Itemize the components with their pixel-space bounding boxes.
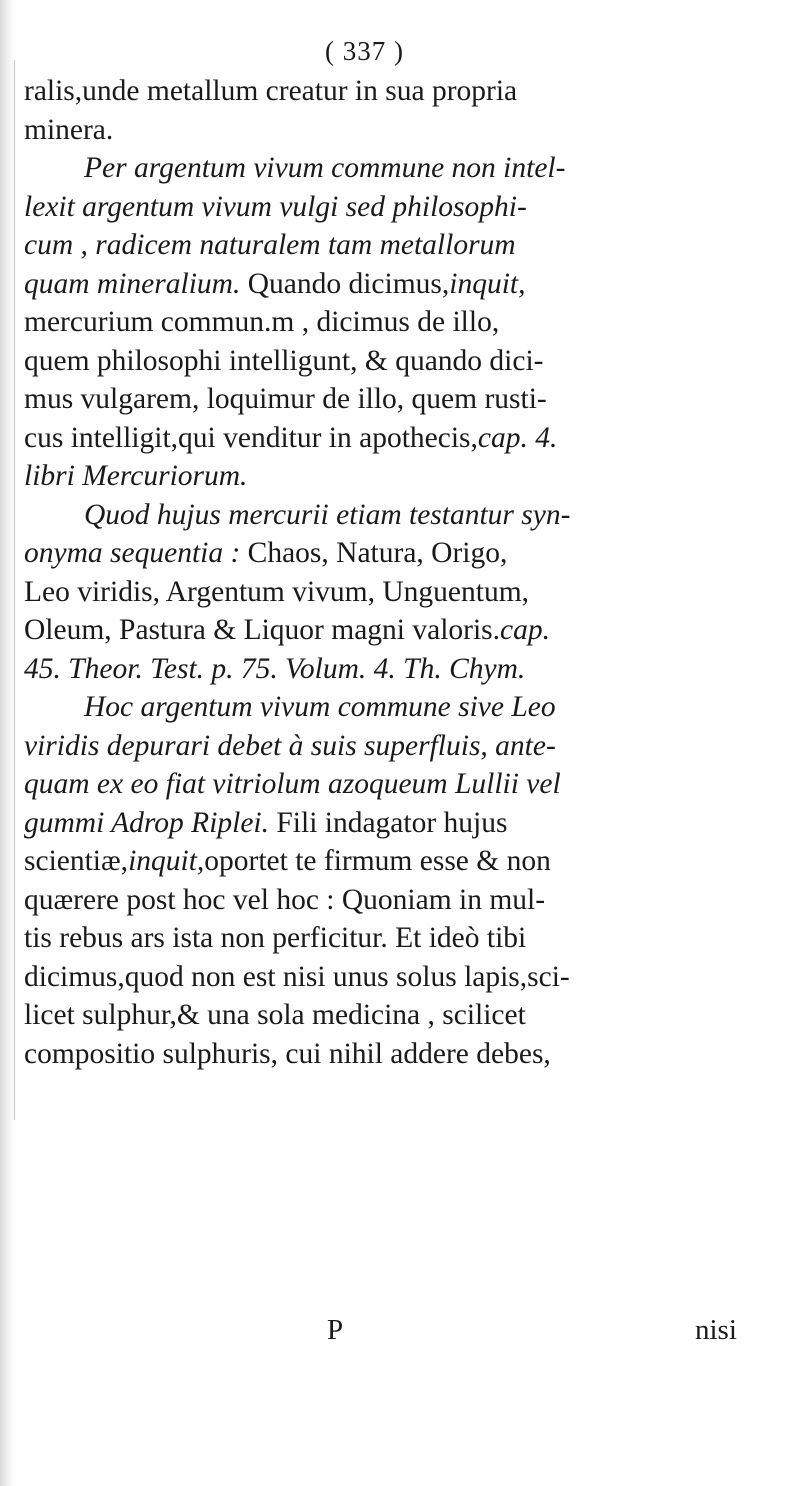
roman-text: dicimus,quod non est nisi unus solus lapis,sci- bbox=[24, 960, 570, 993]
signature-mark: P bbox=[327, 1314, 344, 1346]
text-line bbox=[24, 573, 800, 612]
text-line bbox=[24, 188, 800, 227]
text-line bbox=[24, 842, 800, 881]
italic-text: Hoc argentum vivum commune sive Leo bbox=[84, 691, 556, 723]
text-line bbox=[24, 496, 800, 535]
text-line bbox=[24, 265, 800, 304]
text-line bbox=[24, 72, 800, 111]
text-line bbox=[24, 303, 800, 342]
roman-text: oportet te firmum esse & non bbox=[204, 845, 551, 877]
italic-text: onyma sequentia : bbox=[24, 537, 241, 569]
body-text bbox=[24, 72, 800, 1073]
text-line bbox=[24, 457, 800, 496]
roman-text: quem philosophi intelligunt, & quando dici- bbox=[24, 344, 544, 377]
italic-text: cap. bbox=[500, 614, 550, 646]
roman-text: Quando dicimus, bbox=[240, 267, 450, 300]
italic-text: quam ex eo fiat vitriolum azoqueum Lullii vel bbox=[24, 768, 561, 800]
roman-text: mercurium commun.m , dicimus de illo, bbox=[24, 306, 500, 338]
text-line bbox=[24, 765, 800, 804]
roman-text: Oleum, Pastura & Liquor magni valoris. bbox=[24, 614, 501, 646]
text-line bbox=[24, 380, 800, 419]
roman-text: minera. bbox=[24, 113, 114, 146]
text-line bbox=[24, 919, 800, 958]
roman-text: compositio sulphuris, cui nihil addere debes, bbox=[24, 1037, 551, 1070]
italic-text: inquit, bbox=[449, 267, 526, 300]
italic-text: Per argentum vivum commune non intel- bbox=[84, 152, 566, 184]
italic-text: gummi Adrop Riplei. bbox=[24, 806, 270, 839]
footer-row bbox=[0, 1314, 800, 1354]
italic-text: cap. 4. bbox=[477, 421, 558, 454]
roman-text: tis rebus ars ista non perficitur. Et ideò tibi bbox=[24, 922, 527, 954]
text-line bbox=[24, 1035, 800, 1074]
text-line bbox=[24, 534, 800, 573]
gutter-rule bbox=[14, 60, 15, 1120]
text-line bbox=[24, 342, 800, 381]
text-line bbox=[24, 958, 800, 997]
italic-text: 45. Theor. Test. p. 75. Volum. 4. Th. Chym. bbox=[24, 652, 526, 685]
italic-text: cum , radicem naturalem tam metallorum bbox=[24, 229, 516, 261]
italic-text: Quod hujus mercurii etiam testantur syn- bbox=[84, 498, 571, 531]
text-line bbox=[24, 650, 800, 689]
text-line bbox=[24, 611, 800, 650]
italic-text: quam mineralium. bbox=[24, 267, 241, 300]
roman-text: quærere post hoc vel hoc : Quoniam in mul- bbox=[24, 883, 546, 916]
roman-text: ralis,unde metallum creatur in sua propria bbox=[24, 75, 518, 107]
catchword: nisi bbox=[695, 1314, 737, 1346]
italic-text: libri Mercuriorum. bbox=[24, 460, 248, 492]
italic-text: inquit, bbox=[128, 845, 205, 877]
text-line bbox=[24, 149, 800, 188]
text-line bbox=[24, 804, 800, 843]
text-line bbox=[24, 881, 800, 920]
italic-text: viridis depurari debet à suis superfluis, ante- bbox=[24, 729, 556, 762]
text-line bbox=[24, 688, 800, 727]
roman-text: cus intelligit,qui venditur in apothecis, bbox=[24, 421, 478, 454]
roman-text: Fili indagator hujus bbox=[269, 806, 508, 839]
roman-text: Leo viridis, Argentum vivum, Unguentum, bbox=[24, 575, 530, 608]
text-line bbox=[24, 226, 800, 265]
binding-gutter bbox=[0, 0, 14, 1486]
roman-text: mus vulgarem, loquimur de illo, quem rusti- bbox=[24, 383, 547, 415]
text-line bbox=[24, 727, 800, 766]
text-line bbox=[24, 996, 800, 1035]
text-line bbox=[24, 419, 800, 458]
roman-text: scientiæ, bbox=[24, 845, 129, 877]
roman-text: Chaos, Natura, Origo, bbox=[240, 537, 508, 569]
roman-text: licet sulphur,& una sola medicina , scilicet bbox=[24, 999, 526, 1031]
italic-text: lexit argentum vivum vulgi sed philosophi- bbox=[24, 190, 527, 223]
page-number: ( 337 ) bbox=[325, 36, 404, 66]
text-line bbox=[24, 111, 800, 150]
